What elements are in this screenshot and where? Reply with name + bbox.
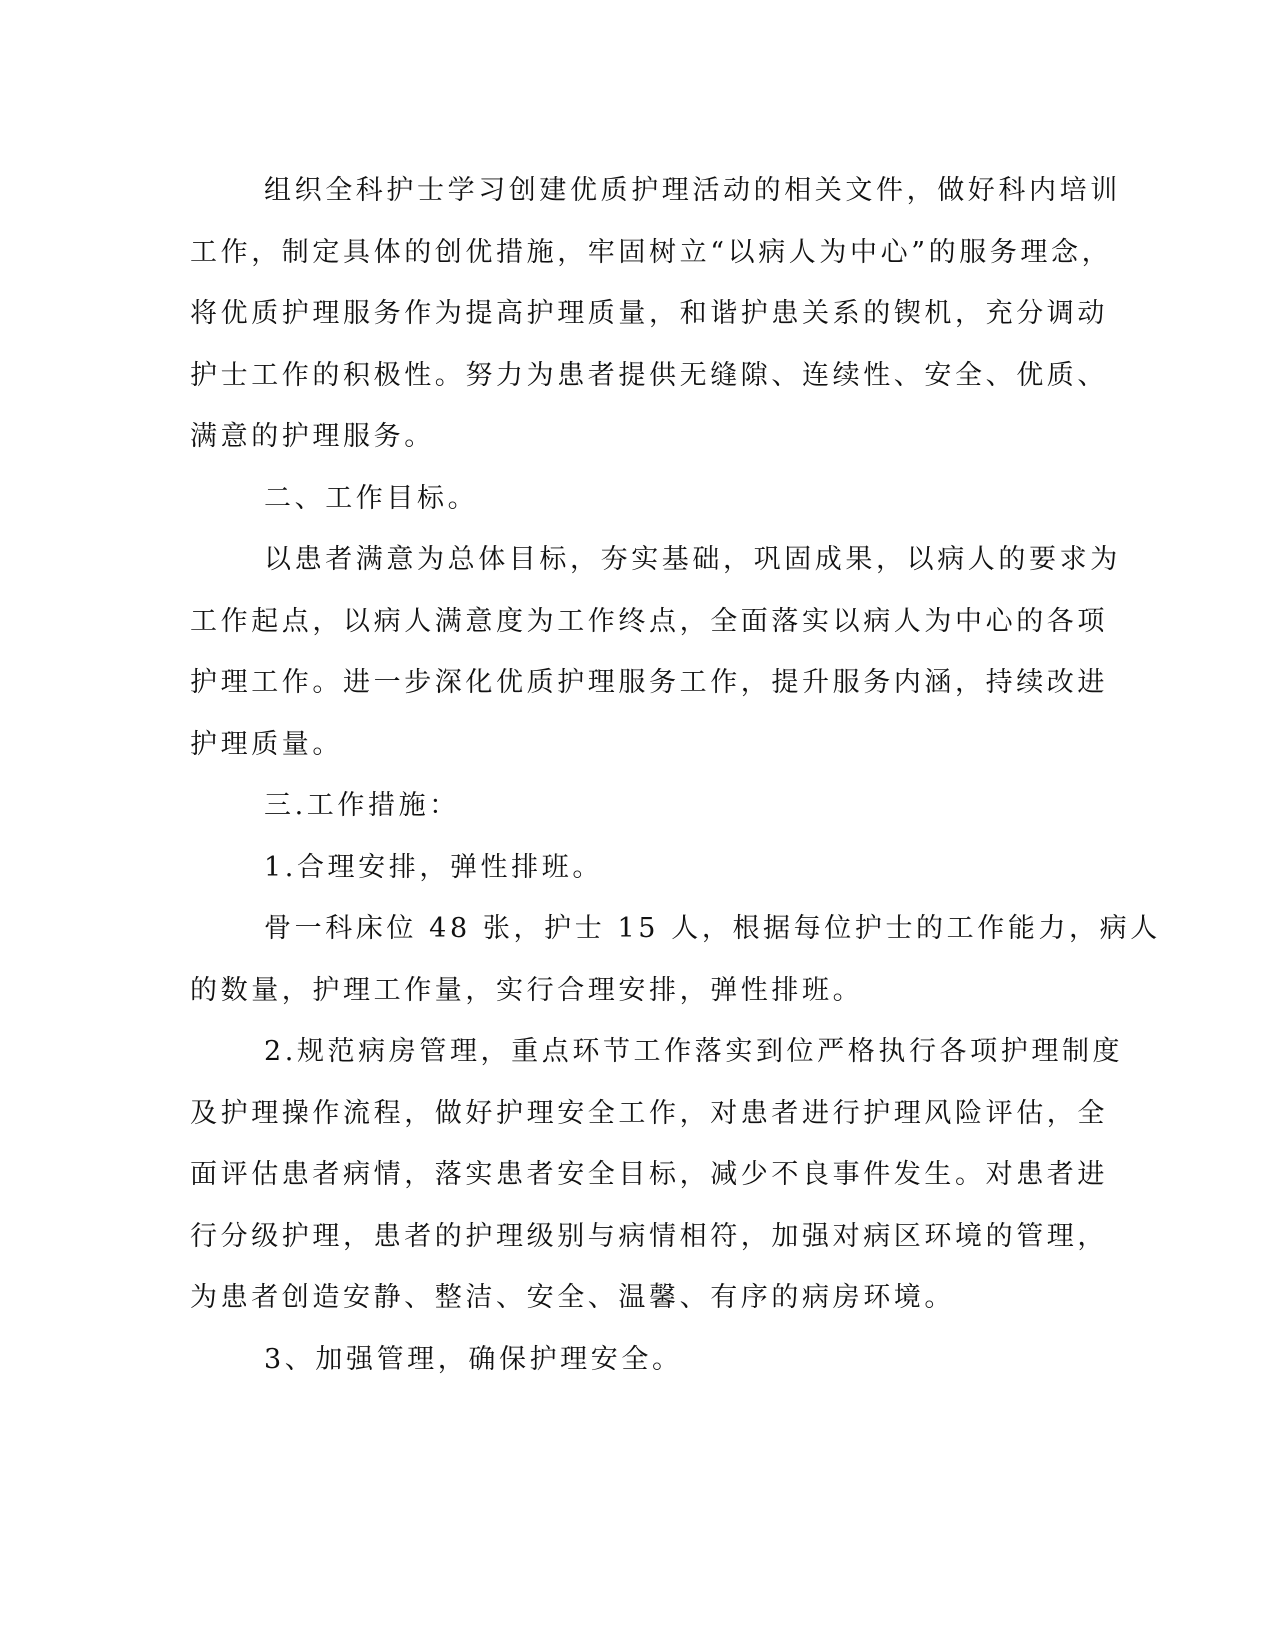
text-line: 护理工作。进一步深化优质护理服务工作，提升服务内涵，持续改进 xyxy=(190,667,1108,698)
section-heading: 三.工作措施： xyxy=(264,790,460,821)
section-heading: 二、工作目标。 xyxy=(264,482,479,514)
text-line: 组织全科护士学习创建优质护理活动的相关文件，做好科内培训 xyxy=(264,175,1121,206)
text-line: 为患者创造安静、整洁、安全、温馨、有序的病房环境。 xyxy=(190,1282,955,1313)
text-line: 行分级护理，患者的护理级别与病情相符，加强对病区环境的管理， xyxy=(190,1220,1108,1252)
text-line: 以患者满意为总体目标，夯实基础，巩固成果，以病人的要求为 xyxy=(264,544,1121,575)
subsection-heading: 1.合理安排，弹性排班。 xyxy=(264,851,603,883)
text-line: 护理质量。 xyxy=(190,728,343,760)
text-line: 2.规范病房管理，重点环节工作落实到位严格执行各项护理制度 xyxy=(264,1036,1124,1067)
text-line: 工作，制定具体的创优措施，牢固树立“以病人为中心”的服务理念， xyxy=(190,236,1113,268)
text-line: 及护理操作流程，做好护理安全工作，对患者进行护理风险评估，全 xyxy=(190,1097,1108,1129)
document-body xyxy=(190,160,1161,1390)
text-line: 满意的护理服务。 xyxy=(190,421,435,452)
subsection-heading: 3、加强管理，确保护理安全。 xyxy=(264,1343,683,1375)
text-line: 骨一科床位 48 张，护士 15 人，根据每位护士的工作能力，病人 xyxy=(264,913,1161,944)
text-line: 将优质护理服务作为提高护理质量，和谐护患关系的锲机，充分调动 xyxy=(190,298,1108,329)
text-line: 工作起点，以病人满意度为工作终点，全面落实以病人为中心的各项 xyxy=(190,605,1108,637)
text-line: 的数量，护理工作量，实行合理安排，弹性排班。 xyxy=(190,974,864,1006)
text-line: 护士工作的积极性。努力为患者提供无缝隙、连续性、安全、优质、 xyxy=(190,359,1108,391)
text-line: 面评估患者病情，落实患者安全目标，减少不良事件发生。对患者进 xyxy=(190,1159,1108,1190)
